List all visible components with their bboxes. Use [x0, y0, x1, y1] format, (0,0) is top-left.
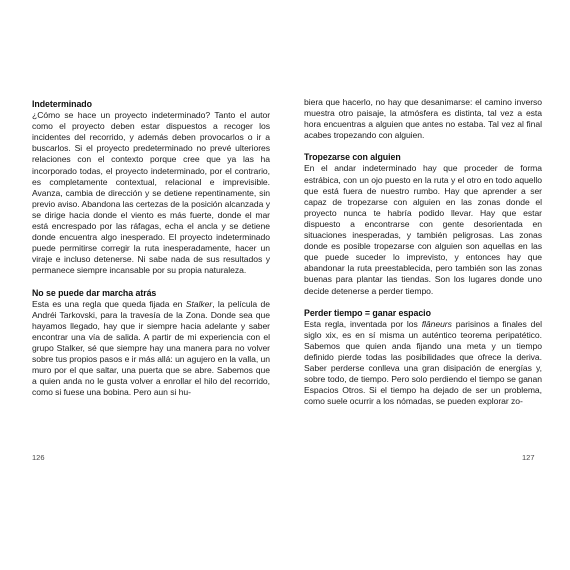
paragraph-continuation: biera que hacerlo, no hay que desanimarse: el camino inverso muestra otro paisaje, la atmósfera es distinta, tal vez a esta hora encuentras a alguien que antes no estaba. Tal vez al final acabes tropezando con alguien. — [304, 97, 542, 141]
section-spacer — [304, 297, 542, 308]
section-heading-tropezarse: Tropezarse con alguien — [304, 152, 401, 163]
paragraph-marcha-atras — [32, 299, 270, 399]
paragraph-indeterminado: ¿Cómo se hace un proyecto indeterminado? Tanto el autor como el proyecto deben estar dispuestos a recoger los incidentes del recorrido, y además deben provocarlos o ir a buscarlos. Si el proyecto predeterminado no prevé ulteriores relaciones con el contexto porque cree que ya las ha incorporado todas, el proyecto indeterminado, por el contrario, es completamente contextual, relacional e imprevisible. Avanza, cambia de dirección y se detiene repentinamente, sin previo aviso. Abandona las certezas de la posición alcanzada y se dirige hacia donde el viento es más fuerte, donde el mar está encrespado por las ráfagas, echa el ancla y se detiene donde encuentra algo inesperado. El proyecto indeterminado puede permitirse corregir la ruta inesperadamente, hacer un viraje e incluso detenerse. Ni sabe nada de sus resultados y permanece siempre incansable por su propia naturaleza. — [32, 110, 270, 276]
film-title: Stalker — [185, 298, 213, 309]
left-text-column — [32, 99, 270, 398]
text-run: , la película de Andréi Tarkovski, para la travesía de la Zona. Donde sea que hayamos llegado, hay que ir siempre hacia adelante y saber encontrar una vía de salida. A partir de mi experiencia con el grupo Stalker, sé que siempre hay una manera para no volver sobre tus propios pasos e ir más allá: un agujero en la valla, un muro por el que saltar, una puerta que se abre. Sabemos que a quien anda no le gusta volver a enrollar el hilo del recorrido, como si fuese una bobina. Pero aun si hu- — [32, 298, 270, 398]
section-heading-indeterminado: Indeterminado — [32, 99, 92, 109]
section-heading-perder-tiempo: Perder tiempo = ganar espacio — [304, 307, 431, 318]
paragraph-tropezarse: En el andar indeterminado hay que proceder de forma estrábica, con un ojo puesto en la ruta y el otro en todo aquello que está fuera de nuestro rumbo. Hay que aprender a ser capaz de tropezarse con alguien en las zonas donde el proyecto nunca te habría podido llevar. Hay que estar dispuesto a encontrarse con gente desorientada en situaciones inesperadas, y también peligrosas. Las zonas donde es posible tropezarse con alguien son aquellas en las que puede suceder lo imprevisto, y entonces hay que abandonar la ruta preestablecida, pero también son las zonas buenas para plantar las tiendas. Son los lugares donde uno decide detenerse a perder tiempo. — [304, 163, 542, 296]
right-page — [285, 0, 570, 570]
page-number-left: 126 — [32, 453, 45, 462]
section-spacer — [32, 277, 270, 288]
text-run: Esta regla, inventada por los — [304, 318, 422, 329]
section-spacer — [304, 141, 542, 152]
text-run: parisinos a finales del siglo xix, es en sí misma un auténtico teorema peripatético. Sabemos que quien anda fijando una meta y un tiempo definido pierde todas las posibilidades que ofrece la deriva. Saber perderse conlleva una gran disipación de energías y, sobre todo, de tiempo. Pero solo perdiendo el tiempo se ganan Espacios Otros. Si el tiempo ha dejado de ser un problema, como suele ocurrir a los nómadas, se pueden explorar zo- — [304, 318, 542, 407]
section-heading-marcha-atras: No se puede dar marcha atrás — [32, 287, 157, 298]
paragraph-perder-tiempo — [304, 319, 542, 408]
flaneurs-term: flâneurs — [421, 318, 452, 329]
text-run: Esta es una regla que queda fijada en — [32, 298, 186, 309]
page-number-right: 127 — [522, 453, 535, 462]
right-text-column — [304, 97, 542, 407]
